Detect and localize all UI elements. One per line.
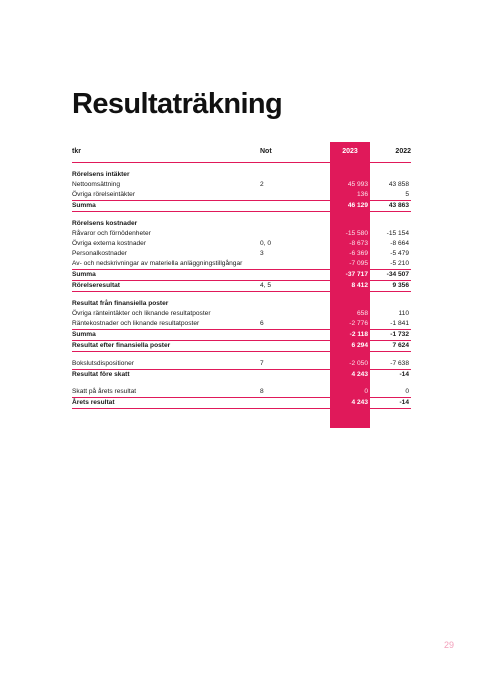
table-row: Övriga ränteintäkter och liknande resultatposter 658 110	[72, 310, 409, 317]
table-row: Skatt på årets resultat 8 0 0	[72, 387, 411, 398]
table-row: Nettoomsättning 2 45 993 43 858	[72, 181, 409, 188]
total-row: Summa 46 129 43 863	[72, 201, 411, 212]
result-row: Resultat efter finansiella poster 6 294 7 624	[72, 341, 411, 352]
table-row: Av- och nedskrivningar av materiella anläggningstillgångar -7 095 -5 210	[72, 259, 411, 270]
total-row: Summa -37 717 -34 507	[72, 270, 411, 281]
table-row: Övriga externa kostnader 0, 0 -8 673 -8 664	[72, 240, 409, 247]
header-year-2023: 2023	[342, 148, 358, 156]
page-title: Resultaträkning	[72, 88, 283, 120]
table-row: Övriga rörelseintäkter 136 5	[72, 190, 411, 201]
result-row: Rörelseresultat 4, 5 8 412 9 356	[72, 281, 411, 292]
result-row: Resultat före skatt 4 243 -14	[72, 370, 409, 378]
table-row: Personalkostnader 3 -6 369 -5 479	[72, 250, 409, 257]
table-header-row	[72, 142, 411, 163]
table-row: Räntekostnader och liknande resultatposter 6 -2 776 -1 841	[72, 319, 411, 330]
header-year-2022: 2022	[373, 142, 411, 163]
income-statement-table	[72, 142, 411, 409]
table-row: Bokslutsdispositioner 7 -2 050 -7 638	[72, 359, 411, 370]
section-heading: Resultat från finansiella poster	[72, 300, 169, 307]
header-note: Not	[260, 142, 330, 163]
total-row: Summa -2 118 -1 732	[72, 330, 411, 341]
section-heading: Rörelsens intäkter	[72, 171, 130, 178]
result-row: Årets resultat 4 243 -14	[72, 398, 411, 409]
section-heading: Rörelsens kostnader	[72, 220, 138, 227]
header-label: tkr	[72, 142, 260, 163]
table-row: Råvaror och förnödenheter -15 580 -15 154	[72, 230, 409, 237]
page-number: 29	[444, 640, 455, 650]
